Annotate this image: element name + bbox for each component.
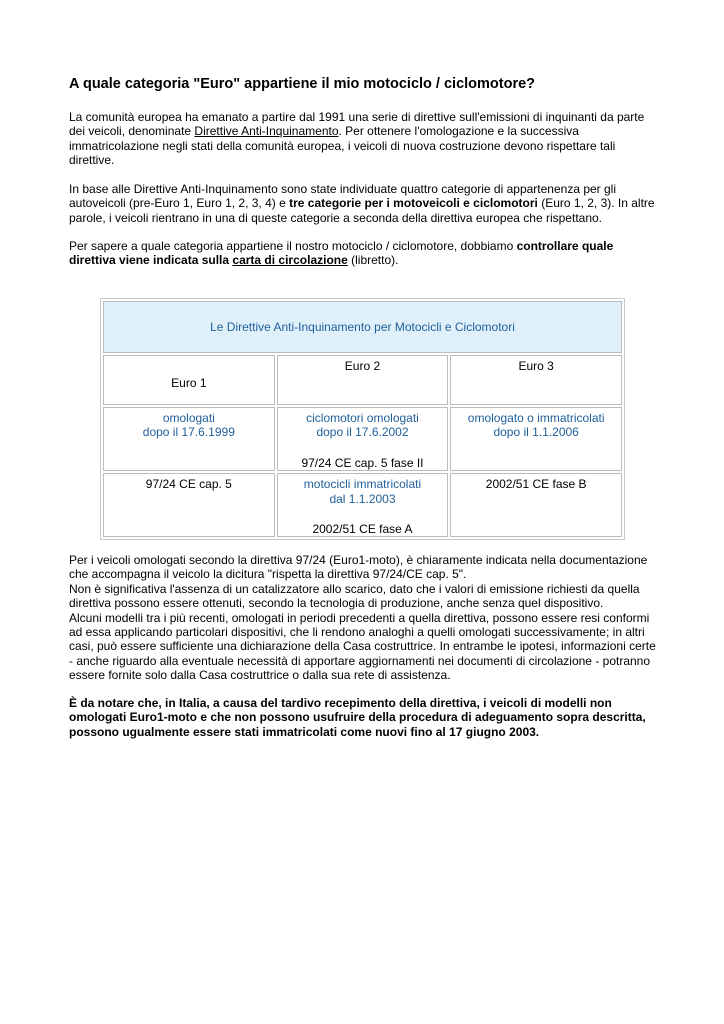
cell-text: dopo il 1.1.2006 xyxy=(493,425,579,440)
header-euro-1 xyxy=(103,355,275,405)
cell-euro3-directive xyxy=(450,473,622,537)
table-row xyxy=(103,407,622,471)
cell-euro3-approval xyxy=(450,407,622,471)
cell-text: dal 1.1.2003 xyxy=(329,491,396,506)
check-text-a: Per sapere a quale categoria appartiene il nostro motociclo / ciclomotore, dobbiamo xyxy=(69,239,517,253)
cell-text: 97/24 CE cap. 5 xyxy=(145,477,232,492)
direttive-link[interactable]: Direttive Anti-Inquinamento xyxy=(194,124,339,139)
cell-text: dopo il 17.6.2002 xyxy=(316,425,409,440)
cell-text: omologati xyxy=(162,411,215,425)
cell-euro1-directive xyxy=(103,473,275,537)
cell-text: 2002/51 CE fase A xyxy=(312,522,413,537)
header-euro-1-label: Euro 1 xyxy=(171,376,207,390)
cell-text: omologato o immatricolati xyxy=(467,411,605,425)
cell-euro2-approval xyxy=(277,407,449,471)
check-bold: controllare quale direttiva viene indicata sulla xyxy=(69,239,614,268)
check-text-b: (libretto). xyxy=(347,253,399,268)
check-paragraph xyxy=(69,239,659,268)
cell-text: 2002/51 CE fase B xyxy=(485,477,587,492)
carta-circolazione-link[interactable]: carta di circolazione xyxy=(232,253,348,268)
table-header-row xyxy=(103,355,622,405)
notes-paragraph: Per i veicoli omologati secondo la direttiva 97/24 (Euro1-moto), è chiaramente indicata nella documentazione che accompagna il veicolo la dicitura "rispetta la direttiva 97/24/CE cap. 5". Non è significativa l'assenza di un catalizzatore allo scarico, dato che i valori di emissione richiesti da quella direttiva possono essere ottenuti, secondo la tecnologia di produzione, anche senza quel dispositivo. Alcuni modelli tra i più recenti, omologati in periodi precedenti a quella direttiva, possono essere resi conformi ad essa applicando particolari dispositivi, che li rendono analoghi a quelli omologati successivamente; in altri casi, può essere sufficiente una dichiarazione della Casa costruttrice. In entrambe le ipotesi, informazioni certe - anche riguardo alla eventuale necessità di apportare aggiornamenti nei documenti di circolazione - potranno essere fornite solo dalla Casa costruttrice o dalla sua rete di assistenza. xyxy=(69,553,656,683)
categories-paragraph xyxy=(69,182,659,225)
italy-note-paragraph: È da notare che, in Italia, a causa del tardivo recepimento della direttiva, i veicoli di modelli non omologati Euro1-moto e che non possono usufruire della procedura di adeguamento sopra descritta, possono ugualmente essere stati immatricolati come nuovi fino al 17 giugno 2003. xyxy=(69,696,646,739)
cell-text: dopo il 17.6.1999 xyxy=(142,425,235,440)
directives-table xyxy=(100,298,625,540)
header-euro-2-label: Euro 2 xyxy=(344,359,381,373)
table-title-row xyxy=(103,301,622,353)
cell-text: motocicli immatricolati xyxy=(303,477,422,492)
intro-text-a: La comunità europea ha emanato a partire dal 1991 una serie di direttive sull'emissioni di inquinanti da parte dei veicoli, denominate xyxy=(69,110,645,139)
table-row xyxy=(103,473,622,537)
header-euro-3 xyxy=(450,355,622,405)
page-title: A quale categoria "Euro" appartiene il mio motociclo / ciclomotore? xyxy=(69,76,536,92)
cell-euro2-directive xyxy=(277,473,449,537)
categories-text-b: (Euro 1, 2, 3). In altre parole, i veicoli rientrano in una di queste categorie a seconda della direttiva europea che rispettano. xyxy=(69,196,655,225)
cell-euro1-approval xyxy=(103,407,275,471)
cell-text: 97/24 CE cap. 5 fase II xyxy=(301,455,424,470)
cell-text: ciclomotori omologati xyxy=(306,411,419,425)
header-euro-2 xyxy=(277,355,449,405)
intro-paragraph xyxy=(69,110,659,168)
categories-text-a: In base alle Direttive Anti-Inquinamento sono state individuate quattro categorie di appartenenza per gli autoveicoli (pre-Euro 1, Euro 1, 2, 3, 4) e xyxy=(69,182,617,211)
categories-bold: tre categorie per i motoveicoli e ciclomotori xyxy=(289,196,538,211)
header-euro-3-label: Euro 3 xyxy=(518,359,554,373)
intro-text-b: . Per ottenere l'omologazione e la successiva immatricolazione negli stati della comunità europea, i veicoli di nuova costruzione devono rispettare tali direttive. xyxy=(69,124,616,168)
table-title: Le Direttive Anti-Inquinamento per Motocicli e Ciclomotori xyxy=(103,301,622,353)
